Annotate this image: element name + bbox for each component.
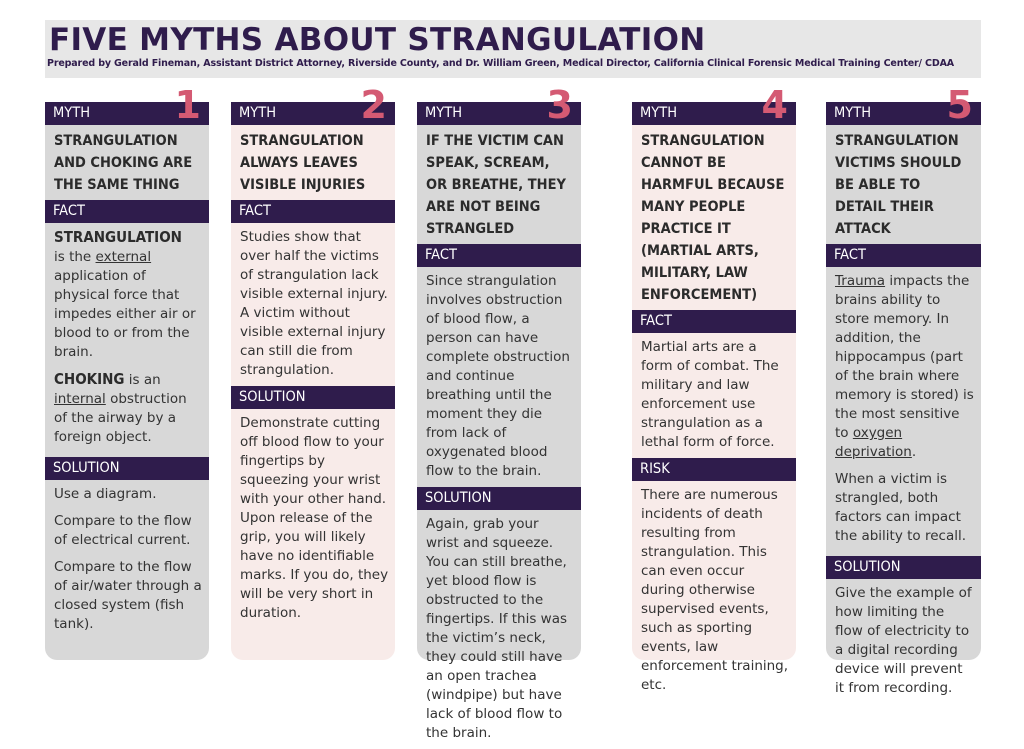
header-banner — [45, 20, 981, 78]
solution-text: Demonstrate cutting off blood flow to your fingertips by squeezing your wrist with your other hand. Upon release of the grip, you will likely have no identifiable marks. If you do, they will be very short in duration. — [240, 415, 389, 621]
myth-column-1 — [45, 83, 209, 660]
myth-header — [632, 83, 796, 127]
page-title: FIVE MYTHS ABOUT STRANGULATION — [49, 22, 706, 58]
fact-fragment: is an — [124, 372, 161, 388]
solution-header: SOLUTION — [231, 386, 395, 409]
fact-header: FACT — [45, 200, 209, 223]
myth-statement: STRANGULATION AND CHOKING ARE THE SAME THING — [54, 133, 193, 193]
fact-paragraph — [835, 272, 975, 462]
choking-definition — [54, 370, 203, 447]
fact-header: FACT — [417, 244, 581, 267]
myth-label: MYTH — [640, 105, 678, 121]
strangulation-definition — [54, 228, 203, 362]
myth-number: 2 — [360, 83, 387, 127]
solution-item: Compare to the flow of electrical current. — [54, 513, 192, 548]
fact-fragment: . — [911, 444, 917, 460]
myth-label: MYTH — [425, 105, 463, 121]
fact-text: Since strangulation involves obstruction of blood flow, a person can have complete obstruction and continue breathing until the moment they die from lack of oxygenated blood flow to the brain. — [426, 273, 570, 479]
myth-statement: STRANGULATION VICTIMS SHOULD BE ABLE TO DETAIL THEIR ATTACK — [835, 133, 962, 237]
external-term: external — [95, 249, 152, 265]
oxygen-deprivation-term: oxygen deprivation — [835, 425, 912, 460]
fact-text: Martial arts are a form of combat. The military and law enforcement use strangulation as a lethal form of force. — [641, 339, 779, 450]
fact-header: FACT — [632, 310, 796, 333]
myth-column-3 — [417, 83, 581, 741]
myth-number: 4 — [761, 83, 788, 127]
myth-number: 3 — [546, 83, 573, 127]
fact-header: FACT — [826, 244, 981, 267]
myth-header — [417, 83, 581, 127]
solution-item: Compare to the flow of air/water through a closed system (fish tank). — [54, 559, 202, 632]
myth-statement: STRANGULATION CANNOT BE HARMFUL BECAUSE MANY PEOPLE PRACTICE IT (MARTIAL ARTS, MILITARY, LAW ENFORCEMENT) — [641, 133, 785, 303]
myth-number: 5 — [946, 83, 973, 127]
fact-text: Studies show that over half the victims of strangulation lack visible external injury. A victim without visible external injury can still die from strangulation. — [240, 229, 388, 378]
myth-statement: IF THE VICTIM CAN SPEAK, SCREAM, OR BREATHE, THEY ARE NOT BEING STRANGLED — [426, 133, 566, 237]
fact-fragment: obstruction of the airway by a foreign object. — [54, 391, 187, 445]
solution-text: Again, grab your wrist and squeeze. You can still breathe, yet blood flow is obstructed to the fingertips. If this was the victim’s neck, they could still have an open trachea (windpipe) but have lack of blood flow to the brain. — [426, 516, 568, 741]
solution-header: SOLUTION — [826, 556, 981, 579]
myth-statement: STRANGULATION ALWAYS LEAVES VISIBLE INJURIES — [240, 133, 366, 193]
risk-header: RISK — [632, 458, 796, 481]
solution-text: Give the example of how limiting the flow of electricity to a digital recording device will prevent it from recording. — [835, 585, 972, 696]
myth-column-2 — [231, 83, 395, 660]
myth-header — [231, 83, 395, 127]
solution-header: SOLUTION — [45, 457, 209, 480]
fact-text — [45, 223, 209, 457]
strangulation-lead: STRANGULATION — [54, 228, 182, 246]
risk-text: There are numerous incidents of death resulting from strangulation. This can even occur during otherwise supervised events, such as sporting events, law enforcement training, etc. — [641, 487, 789, 693]
myth-number: 1 — [174, 83, 201, 127]
myth-header — [45, 83, 209, 127]
choking-lead: CHOKING — [54, 370, 125, 388]
fact-text — [826, 267, 981, 556]
page-subtitle: Prepared by Gerald Fineman, Assistant District Attorney, Riverside County, and Dr. William Green, Medical Director, California Clinical Forensic Medical Training Center/ CDAA — [47, 58, 954, 69]
myth-label: MYTH — [53, 105, 91, 121]
fact-header: FACT — [231, 200, 395, 223]
fact-fragment: impacts the brains ability to store memory. In addition, the hippocampus (part of the brain where memory is stored) is the most sensitive to — [835, 273, 974, 441]
fact-paragraph: When a victim is strangled, both factors can impact the ability to recall. — [835, 471, 967, 544]
myth-label: MYTH — [834, 105, 872, 121]
myth-column-4 — [632, 83, 796, 693]
solution-item: Use a diagram. — [54, 486, 157, 502]
fact-fragment: application of physical force that impedes either air or blood to or from the brain. — [54, 268, 196, 360]
trauma-term: Trauma — [835, 273, 886, 289]
internal-term: internal — [54, 391, 106, 407]
fact-fragment: is the — [54, 249, 96, 265]
solution-text — [45, 480, 209, 644]
solution-header: SOLUTION — [417, 487, 581, 510]
myth-column-5 — [826, 83, 981, 696]
myth-label: MYTH — [239, 105, 277, 121]
myth-header — [826, 83, 981, 127]
